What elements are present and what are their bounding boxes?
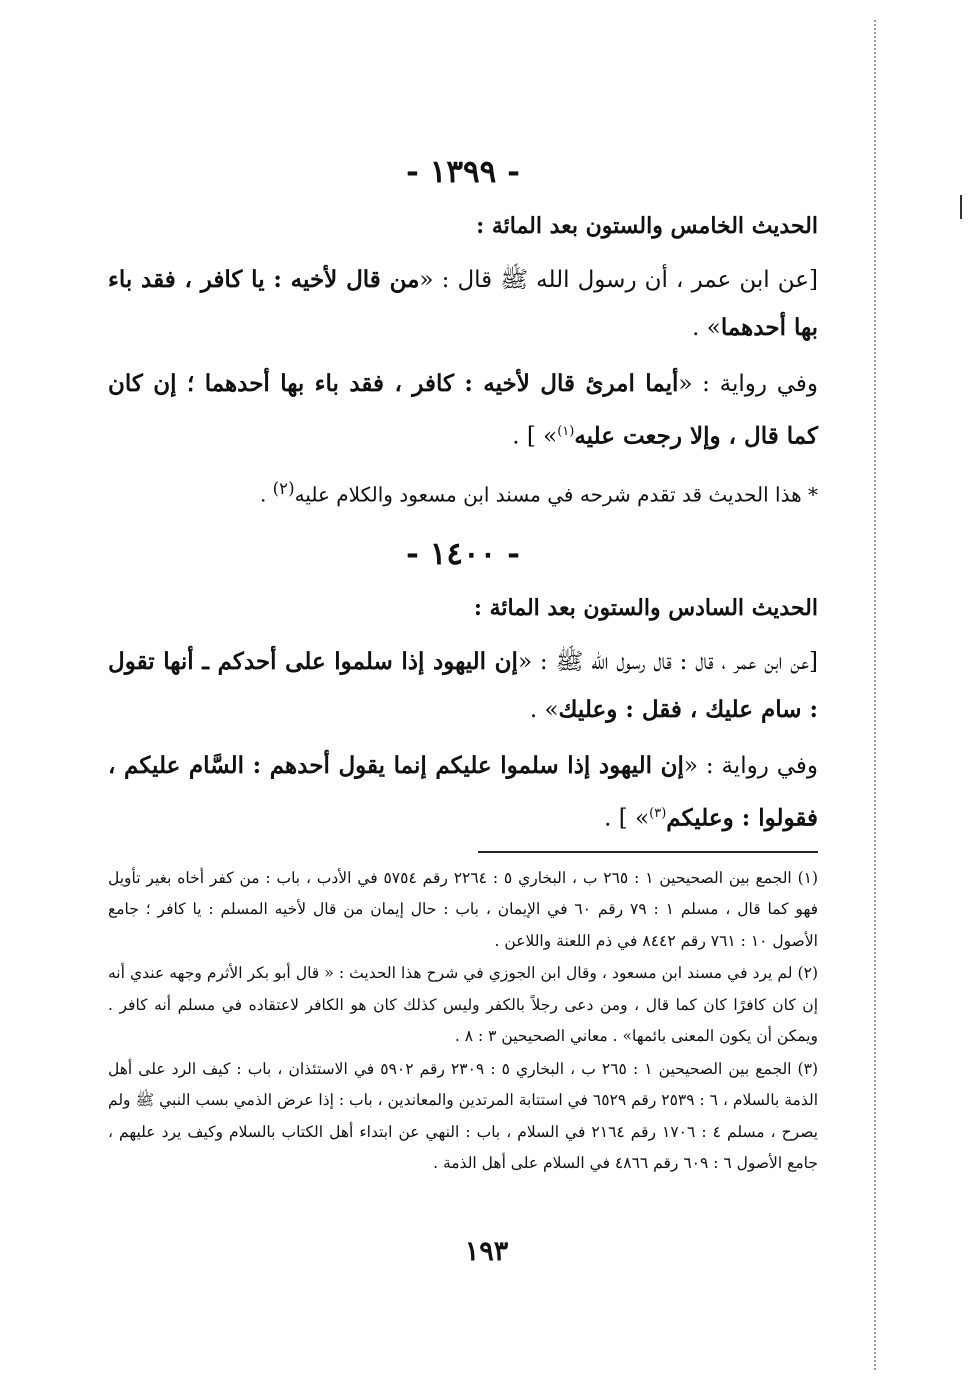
hadith-intro: [عن ابن عمر ، قال : قال رسول الله ﷺ : « (517, 649, 818, 676)
page-number: ١٩٣ (464, 1236, 509, 1267)
hadith-quote: من قال لأخيه : يا كافر ، فقد باء بها أحدهما (108, 266, 818, 341)
footnote-ref-2: (٢) (272, 478, 295, 498)
commentary-note (108, 469, 818, 515)
variant-intro: وفي رواية : « (678, 371, 818, 397)
hadith-quote-end: » . (529, 697, 559, 724)
hadith-text-1400 (108, 638, 818, 734)
footnote-separator (478, 851, 818, 853)
footnote-1: (١) الجمع بين الصحيحين ١ : ٢٦٥ ب ، البخاري ٥ : ٢٢٦٤ رقم ٥٧٥٤ في الأدب ، باب : من كفر أخاه بغير تأويل فهو كما قال ، مسلم ١ : ٧٩ رقم ٦٠ في الإيمان ، باب : حال إيمان من قال لأخيه المسلم : يا كافر ؛ جامع الأصول ١٠ : ٧٦١ رقم ٨٤٤٢ في ذم اللعنة واللاعن . (108, 868, 819, 950)
hadith-variant-1399 (108, 360, 818, 461)
page-gutter-dotted-line (874, 20, 876, 1370)
variant-quote: أيما امرئ قال لأخيه : كافر ، فقد باء بها أحدهما ؛ إن كان كما قال ، وإلا رجعت عليه (108, 370, 818, 450)
variant-intro: وفي رواية : « (683, 753, 818, 780)
footnote-ref-3: (٣) (649, 806, 667, 822)
hadith-heading-1400: الحديث السادس والستون بعد المائة : (473, 595, 818, 622)
hadith-number-1399: - ١٣٩٩ - (406, 154, 520, 190)
note-end: . (259, 482, 273, 507)
variant-end: » ] . (604, 805, 650, 832)
page-content (108, 150, 818, 1181)
hadith-text-1399 (108, 256, 818, 352)
hadith-variant-1400 (108, 742, 818, 843)
footnote-ref-1: (١) (557, 424, 575, 439)
variant-quote: إن اليهود إذا سلموا عليكم إنما يقول أحدهم : السَّام عليكم ، فقولوا : وعليكم (108, 752, 818, 832)
footnote-3: (٣) الجمع بين الصحيحين ١ : ٢٦٥ ب ، البخاري ٥ : ٢٣٠٩ رقم ٥٩٠٢ في الاستئذان ، باب : كيف الرد على أهل الذمة بالسلام ، ٦ : ٢٥٣٩ رقم ٦٥٢٩ في استتابة المرتدين والمعاندين ، باب : إذا عرض الذمي بسب النبي ﷺ ولم يصرح ، مسلم ٤ : ١٧٠٦ رقم ٢١٦٤ في السلام ، باب : النهي عن ابتداء أهل الكتاب بالسلام وكيف يرد عليهم ، جامع الأصول ٦ : ٦٠٩ رقم ٤٨٦٦ في السلام على أهل الذمة . (108, 1059, 818, 1173)
hadith-quote: إن اليهود إذا سلموا على أحدكم ـ أنها تقول : سام عليك ، فقل : وعليك (108, 648, 818, 724)
footnote-2: (٢) لم يرد في مسند ابن مسعود ، وقال ابن الجوزي في شرح هذا الحديث : « قال أبو بكر الأثرم وجهه عندي أنه إن كان كافرًا كان كما قال ، ومن دعى رجلاً بالكفر وليس كذلك كان هو الكافر لاعتقاده في مسلم أنه كافر . ويمكن أن يكون المعنى بائمها» . معاني الصحيحين ٣ : ٨ . (108, 964, 818, 1046)
variant-end: » ] . (512, 423, 558, 450)
note-text: * هذا الحديث قد تقدم شرحه في مسند ابن مسعود والكلام عليه (294, 482, 818, 507)
hadith-number-1400: - ١٤٠٠ - (406, 536, 520, 573)
hadith-intro: [عن ابن عمر ، أن رسول الله ﷺ قال : « (419, 267, 818, 293)
hadith-quote-end: » . (692, 315, 721, 341)
hadith-heading-1399: الحديث الخامس والستون بعد المائة : (476, 213, 818, 239)
edge-mark (960, 195, 962, 219)
